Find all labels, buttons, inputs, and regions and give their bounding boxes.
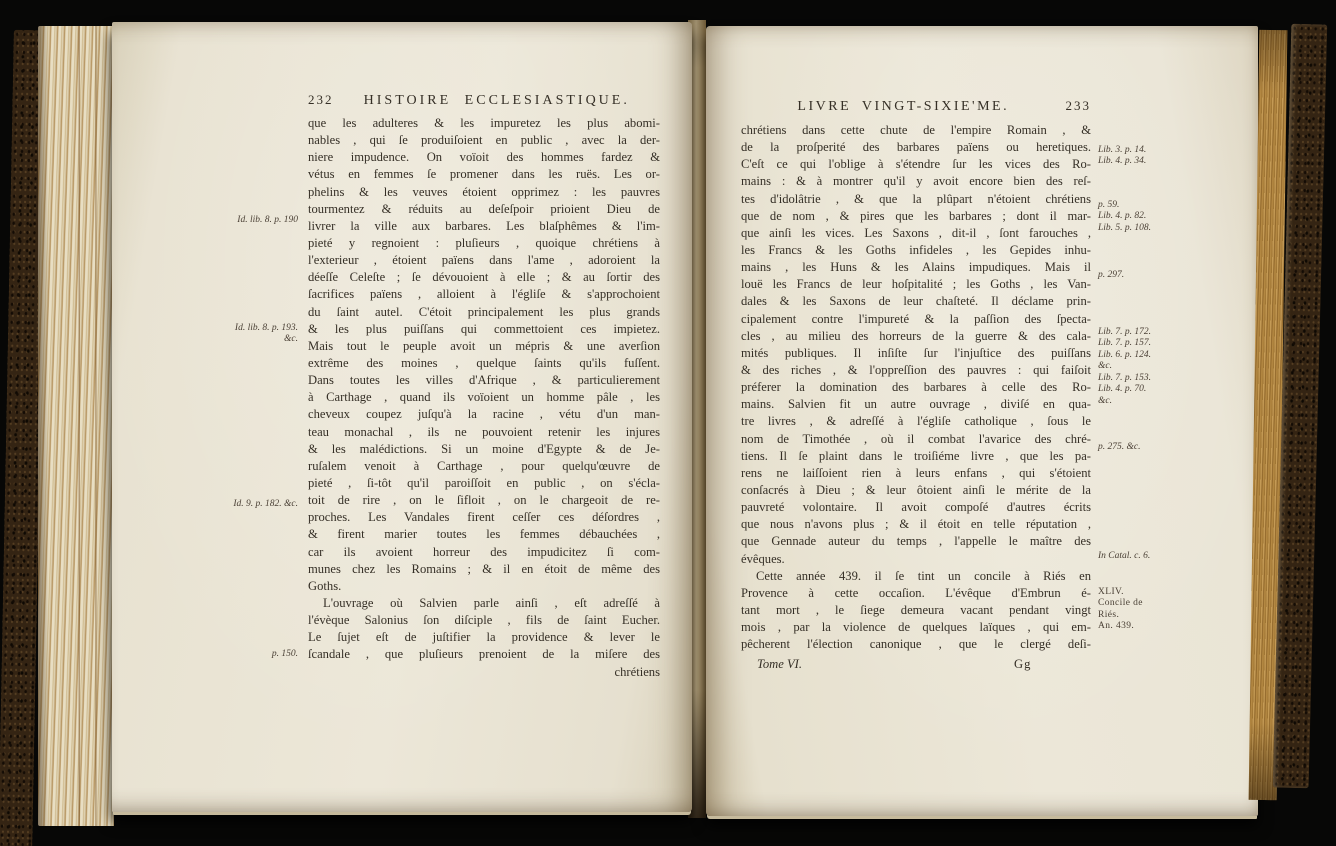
margin-note-line: Lib. 4. p. 34. (1098, 156, 1147, 167)
margin-note (112, 215, 298, 227)
text-line: phelins & les veuves étoient opprimez : les pauvres (308, 184, 660, 199)
margin-note (1098, 327, 1248, 408)
text-line: nables , qui ſe produiſoient en public , avec la der- (308, 133, 660, 148)
margin-note-line: Lib. 7. p. 172. (1098, 326, 1152, 337)
margin-note-line: Id. lib. 8. p. 193. (234, 322, 298, 333)
text-line: pieté y regnoient : pluſieurs , quoique chrétiens à (308, 235, 660, 250)
text-line: tes d'idolâtrie , & que la plûpart n'étoient chrétiens (741, 191, 1091, 206)
text-line: ruſalem venoit à Carthage , pour quelqu'œuvre de (308, 458, 660, 473)
text-line: nom de Timothée , où il combat l'avarice des chré- (741, 431, 1091, 446)
text-line: tourmentez & réduits au deſeſpoir prioient Dieu de (308, 201, 660, 216)
margin-note-line: Lib. 4. p. 70. (1098, 384, 1147, 395)
text-line: pauvreté volontaire. Il avoit compoſé d'autres écrits (741, 500, 1091, 515)
text-line: Cette année 439. il ſe tint un concile à Riés en (756, 568, 1091, 583)
text-line: vétus en femmes ſe promener dans les ruës. Les or- (308, 167, 660, 182)
margin-note-line: Riés. (1098, 609, 1120, 620)
margin-note-line: In Catal. c. 6. (1098, 550, 1151, 561)
left-running-title: HISTOIRE ECCLESIASTIQUE. (363, 93, 630, 108)
text-line: du ſaint autel. C'étoit principalement les plus grands (308, 304, 660, 319)
text-line: toit de rire , on le ſifloit , on le chargeoit de re- (308, 493, 660, 508)
text-line: que de nom , & pires que les barbares ; dont il mar- (741, 208, 1091, 223)
margin-note-line: Lib. 7. p. 157. (1098, 338, 1152, 349)
text-line: chrétiens (614, 664, 660, 679)
margin-note-line: Id. 9. p. 182. &c. (233, 499, 298, 510)
margin-note-line: Lib. 6. p. 124. (1098, 349, 1152, 360)
text-line: dales & les Saxons de leur chaſteté. Il déclame prin- (741, 294, 1091, 309)
left-page (112, 22, 692, 812)
text-line: cipalement contre l'impureté & la paſſion des ſpecta- (741, 311, 1091, 326)
text-line: que les adulteres & les impuretez les plus abomi- (308, 116, 660, 130)
text-line: mités publiques. Il inſiſte ſur l'injuſtice des puiſſans (741, 345, 1091, 360)
margin-note-line: Concile de (1098, 598, 1143, 609)
left-page-header (308, 92, 660, 109)
text-line: & des riches , & l'oppreſſion des pauvres : qui faiſoit (741, 362, 1091, 377)
margin-note (1098, 551, 1248, 563)
text-line: rens ne laiſſoient rien à leurs enfans , qui s'étoient (741, 465, 1091, 480)
text-line: de la proſperité des barbares païens ou heretiques. (741, 140, 1091, 155)
text-line: teau monachal , ils ne pouvoient retenir les injures (308, 424, 660, 439)
left-text-column (308, 115, 660, 681)
text-line: mains : & à montrer qu'il y avoit encore bien des reſ- (741, 174, 1091, 189)
text-line: pieté , ſi-tôt qu'il paroiſſoit en public , on s'écla- (308, 475, 660, 490)
text-line: l'évèque Salonius ſon diſciple , fils de ſaint Eucher. (308, 613, 660, 628)
text-line: pêcherent l'élection canonique , que le clergé deſi- (741, 637, 1091, 652)
margin-note-line: Lib. 7. p. 153. (1098, 372, 1152, 383)
gathering-signature: Gg (1014, 657, 1032, 671)
margin-note (112, 499, 298, 511)
margin-note-line: Lib. 4. p. 82. (1098, 211, 1147, 222)
right-page-header (741, 98, 1091, 115)
text-line: Mais tout le peuple avoit un mépris & une averſion (308, 338, 660, 353)
text-line: tiens. Il ſe plaint dans le troiſiéme livre , que les pa- (741, 448, 1091, 463)
text-line: C'eſt ce qui l'oblige à s'étendre ſur les vices des Ro- (741, 157, 1091, 172)
text-line: Dans toutes les villes d'Afrique , & particulierement (308, 373, 660, 388)
text-line: niere impudence. On voïoit des hommes fardez & (308, 150, 660, 165)
text-line: & les malédictions. Si un moine d'Egypte & de Je- (308, 441, 660, 456)
text-line: mains , les Huns & les Alains impudiques. Mais il (741, 260, 1091, 275)
margin-note (112, 649, 298, 661)
left-page-number: 232 (308, 92, 334, 107)
margin-note-line: &c. (1098, 395, 1112, 406)
text-line: cheveux coupez juſqu'à la racine , vétu d'un man- (308, 407, 660, 422)
margin-note (1098, 587, 1248, 633)
text-line: que Gennade auteur du temps , l'appelle le maître des (741, 534, 1091, 549)
margin-note (112, 323, 298, 346)
margin-note-line: p. 275. &c. (1098, 442, 1141, 453)
text-line: munes chez les Romains ; & il en étoit de même des (308, 561, 660, 576)
text-line: l'exterieur , étoient païens dans l'ame , adoroient la (308, 253, 660, 268)
right-running-title: LIVRE VINGT-SIXIE'ME. (797, 99, 1010, 114)
text-line: que nous n'avons plus ; & il étoit en telle réputation , (741, 517, 1091, 532)
text-line: ſacrifices païens , alloient à l'égliſe & s'approchoient (308, 287, 660, 302)
text-line: & les plus puiſſans qui commettoient ces impietez. (308, 321, 660, 336)
text-line: L'ouvrage où Salvien parle ainſi , eſt adreſſé à (323, 595, 660, 610)
right-text-column (741, 122, 1091, 653)
text-line: cles , au milieu des horreurs de la guerre & des cala- (741, 328, 1091, 343)
text-line: tre livres , & adreſſé à l'égliſe catholique , ſous le (741, 414, 1091, 429)
text-line: tant mort , le ſiege demeura vacant pendant vingt (741, 602, 1091, 617)
text-line: mois , par la violence de quelques laïques , qui em- (741, 620, 1091, 635)
text-line: livrer la ville aux barbares. Les blaſphêmes & l'im- (308, 218, 660, 233)
margin-note (1098, 270, 1248, 282)
text-line: chrétiens dans cette chute de l'empire Romain , & (741, 123, 1091, 137)
text-line: les Francs & les Goths infideles , les Gepides inhu- (741, 242, 1091, 257)
margin-note-line: &c. (284, 334, 298, 345)
margin-note (1098, 200, 1248, 235)
left-page-stack-edge (38, 26, 114, 826)
text-line: proches. Les Vandales firent ceſſer ces déſordres , (308, 510, 660, 525)
margin-note-line: p. 59. (1098, 199, 1120, 210)
text-line: Goths. (308, 578, 342, 593)
right-page-number: 233 (1065, 98, 1091, 113)
margin-note-line: &c. (1098, 361, 1112, 372)
right-page (706, 26, 1258, 816)
margin-note-line: Lib. 3. p. 14. (1098, 144, 1147, 155)
margin-note-line: Lib. 5. p. 108. (1098, 222, 1152, 233)
text-line: à Carthage , quand ils voïoient un homme pâle , les (308, 390, 660, 405)
text-line: déeſſe Celeſte ; ſe dévouoient à elle ; & au ſortir des (308, 270, 660, 285)
tome-label: Tome VI. (757, 657, 803, 671)
text-line: préferer la domination des barbares à celle des Ro- (741, 380, 1091, 395)
text-line: conſacrés à Dieu ; & leur ôtoient ainſi le mérite de la (741, 482, 1091, 497)
text-line: extrême des moines , quelque ſaints qu'ils fuſſent. (308, 355, 660, 370)
text-line: Le ſujet eſt de juſtifier la providence & lever le (308, 630, 660, 645)
text-line: ſcandale , que pluſieurs prenoient de la miſere des (308, 647, 660, 662)
margin-note-line: XLIV. (1098, 586, 1124, 597)
text-line: évêques. (741, 551, 785, 566)
margin-note-line: An. 439. (1098, 621, 1135, 632)
margin-note-line: Id. lib. 8. p. 190 (237, 214, 298, 225)
signature-row (741, 656, 1091, 673)
margin-note (1098, 145, 1248, 168)
text-line: Provence à cette occaſion. L'évêque d'Embrun é- (741, 585, 1091, 600)
margin-note (1098, 442, 1248, 454)
text-line: que ainſi les vices. Les Saxons , dit-il , ſont farouches , (741, 225, 1091, 240)
text-line: & firent marier toutes les femmes débauchées , (308, 527, 660, 542)
text-line: car ils avoient horreur des impudicitez ſi com- (308, 544, 660, 559)
text-line: mains. Salvien fit un autre ouvrage , diviſé en qua- (741, 397, 1091, 412)
text-line: louë les Francs de leur hoſpitalité ; les Goths , les Van- (741, 277, 1091, 292)
margin-note-line: p. 150. (271, 648, 298, 659)
margin-note-line: p. 297. (1098, 270, 1125, 281)
